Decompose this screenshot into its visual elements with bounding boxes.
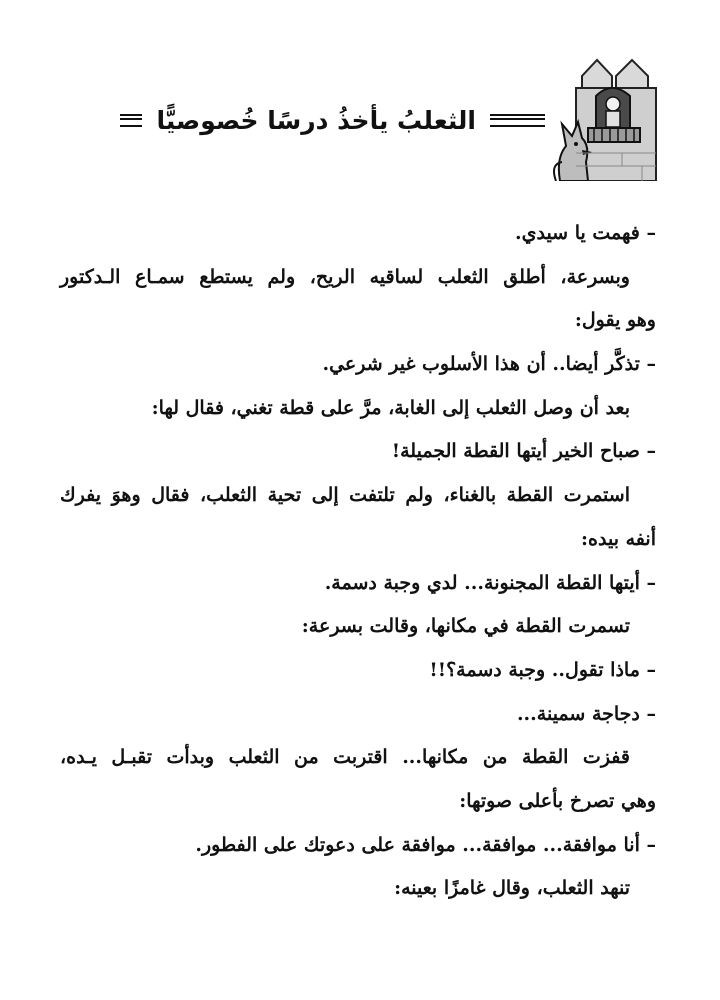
paragraph-line: أنفه بيده: xyxy=(581,527,656,550)
paragraph-line: تسمرت القطة في مكانها، وقالت بسرعة: xyxy=(301,615,630,638)
paragraph-line: قفزت القطة من مكانها... اقتربت من الثعلب وبدأت تقبـل يـده، xyxy=(60,746,630,769)
paragraph-line: – أنا موافقة... موافقة... موافقة على دعوتك على الفطور. xyxy=(195,833,656,856)
page-title: الثعلبُ يأخذُ درسًا خُصوصيًّا xyxy=(156,105,476,135)
paragraph-line: – ماذا تقول.. وجبة دسمة؟!! xyxy=(429,658,656,681)
paragraph-line: وبسرعة، أطلق الثعلب لساقيه الريح، ولم يستطع سمـاع الـدكتور xyxy=(60,265,630,288)
story-text xyxy=(60,212,656,911)
paragraph-line: وهي تصرخ بأعلى صوتها: xyxy=(459,789,656,812)
fox-illustration xyxy=(552,58,670,181)
paragraph-line: – تذكَّر أيضا.. أن هذا الأسلوب غير شرعي. xyxy=(322,353,656,376)
paragraph-line: وهو يقول: xyxy=(574,309,656,332)
paragraph-line: – أيتها القطة المجنونة... لدي وجبة دسمة. xyxy=(324,571,656,594)
paragraph-line: تنهد الثعلب، وقال غامزًا بعينه: xyxy=(394,877,630,900)
paragraph-line: – صباح الخير أيتها القطة الجميلة! xyxy=(391,440,656,463)
title-row xyxy=(40,100,545,140)
title-rule-right xyxy=(490,114,545,127)
paragraph-line: – فهمت يا سيدي. xyxy=(514,222,656,244)
title-rule-left xyxy=(120,114,142,127)
paragraph-line: استمرت القطة بالغناء، ولم تلتفت إلى تحية الثعلب، فقال وهوَ يفرك xyxy=(60,484,630,507)
paragraph-line: – دجاجة سمينة... xyxy=(516,702,656,725)
paragraph-line: بعد أن وصل الثعلب إلى الغابة، مرَّ على قطة تغني، فقال لها: xyxy=(151,396,630,419)
page-header xyxy=(40,58,670,183)
